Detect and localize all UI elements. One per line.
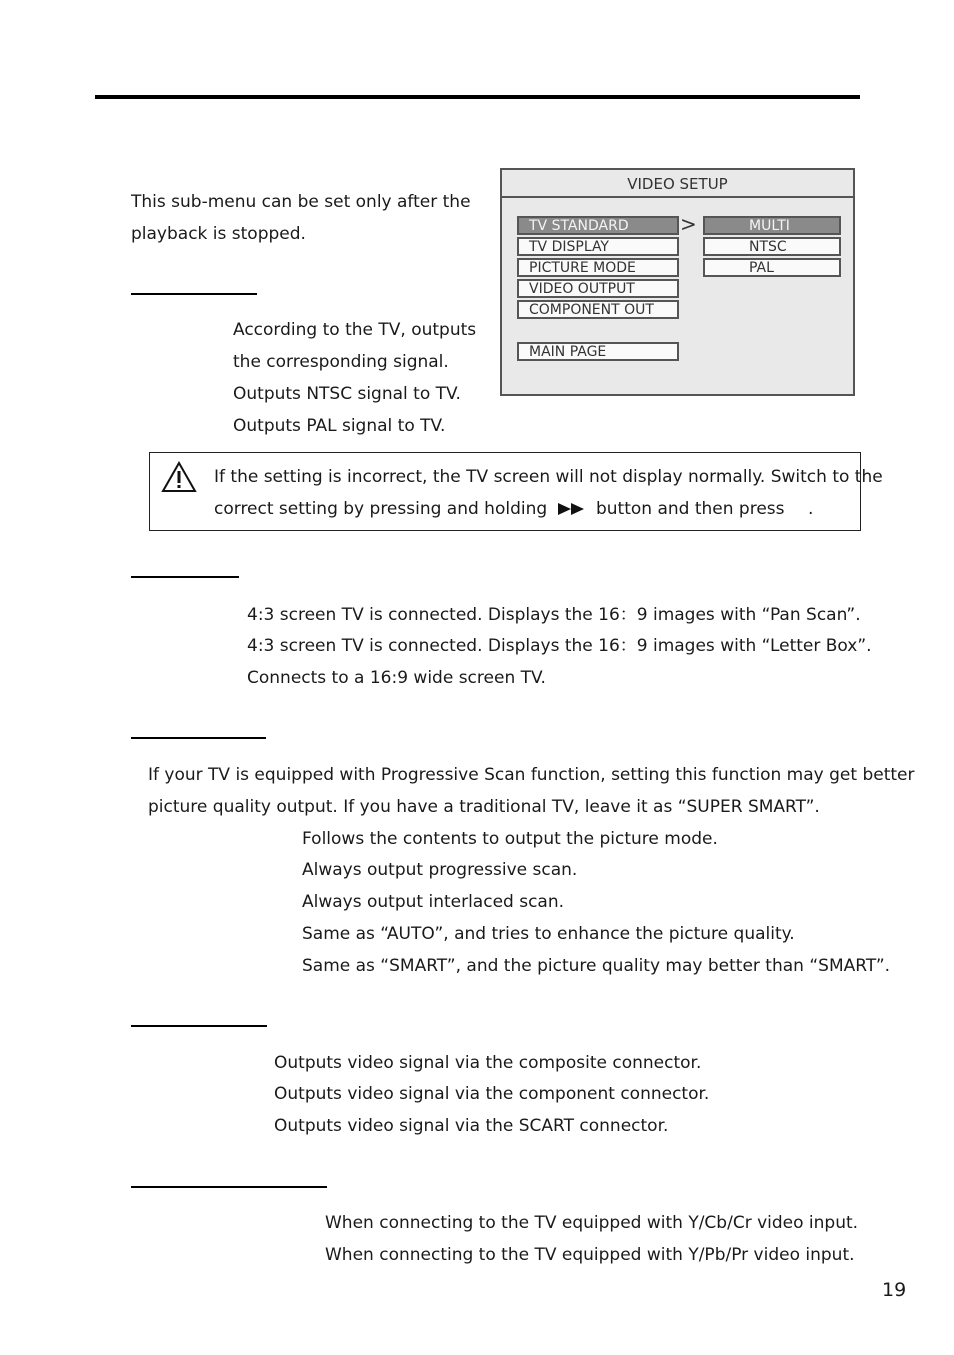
picture-mode-option-2: Always output progressive scan. — [302, 860, 578, 880]
picture-mode-option-4: Same as “AUTO”, and tries to enhance the picture quality. — [302, 924, 795, 944]
menu-title: VIDEO SETUP — [502, 170, 853, 198]
component-out-line-2: When connecting to the TV equipped with Y/Pb/Pr video input. — [325, 1245, 855, 1265]
menu-item-main-page: MAIN PAGE — [517, 342, 679, 361]
video-output-line-2: Outputs video signal via the component connector. — [274, 1084, 710, 1104]
top-rule — [95, 95, 860, 99]
tv-standard-line-1: According to the TV, outputs — [233, 320, 477, 340]
heading-rule-tv-display — [131, 576, 239, 578]
component-out-line-1: When connecting to the TV equipped with Y/Cb/Cr video input. — [325, 1213, 859, 1233]
tv-display-line-1: 4:3 screen TV is connected. Displays the 16：9 images with “Pan Scan”. — [247, 605, 861, 625]
menu-option-ntsc: NTSC — [703, 237, 841, 256]
menu-option-multi: MULTI — [703, 216, 841, 235]
picture-mode-option-1: Follows the contents to output the picture mode. — [302, 829, 718, 849]
menu-item-tv-display: TV DISPLAY — [517, 237, 679, 256]
tv-display-line-2: 4:3 screen TV is connected. Displays the 16：9 images with “Letter Box”. — [247, 636, 872, 656]
heading-rule-video-output — [131, 1025, 267, 1027]
picture-mode-intro-1: If your TV is equipped with Progressive Scan function, setting this function may get better — [148, 765, 915, 785]
intro-line-2: playback is stopped. — [131, 224, 306, 244]
picture-mode-option-3: Always output interlaced scan. — [302, 892, 565, 912]
caution-line-end: . — [808, 499, 814, 519]
tv-standard-line-4: Outputs PAL signal to TV. — [233, 416, 446, 436]
menu-item-video-output: VIDEO OUTPUT — [517, 279, 679, 298]
menu-item-tv-standard: TV STANDARD — [517, 216, 679, 235]
caution-line-2 — [214, 498, 785, 520]
page-number: 19 — [882, 1279, 907, 1301]
picture-mode-option-5: Same as “SMART”, and the picture quality may better than “SMART”. — [302, 956, 891, 976]
heading-rule-picture-mode — [131, 737, 266, 739]
warning-icon — [161, 461, 197, 493]
video-output-line-3: Outputs video signal via the SCART connector. — [274, 1116, 669, 1136]
menu-item-component-out: COMPONENT OUT — [517, 300, 679, 319]
heading-rule-tv-standard — [131, 293, 257, 295]
caution-text-a: correct setting by pressing and holding — [214, 499, 548, 519]
fast-forward-icon — [557, 502, 587, 516]
heading-rule-component-out — [131, 1186, 327, 1188]
tv-standard-line-2: the corresponding signal. — [233, 352, 449, 372]
picture-mode-intro-2: picture quality output. If you have a traditional TV, leave it as “SUPER SMART”. — [148, 797, 820, 817]
tv-standard-line-3: Outputs NTSC signal to TV. — [233, 384, 461, 404]
video-output-line-1: Outputs video signal via the composite connector. — [274, 1053, 702, 1073]
intro-line-1: This sub-menu can be set only after the — [131, 192, 471, 212]
menu-option-pal: PAL — [703, 258, 841, 277]
caution-line-1: If the setting is incorrect, the TV screen will not display normally. Switch to the — [214, 467, 883, 487]
menu-arrow: > — [680, 212, 697, 236]
caution-text-b: button and then press — [595, 499, 785, 519]
menu-item-picture-mode: PICTURE MODE — [517, 258, 679, 277]
tv-display-line-3: Connects to a 16:9 wide screen TV. — [247, 668, 546, 688]
video-setup-menu — [500, 168, 855, 396]
